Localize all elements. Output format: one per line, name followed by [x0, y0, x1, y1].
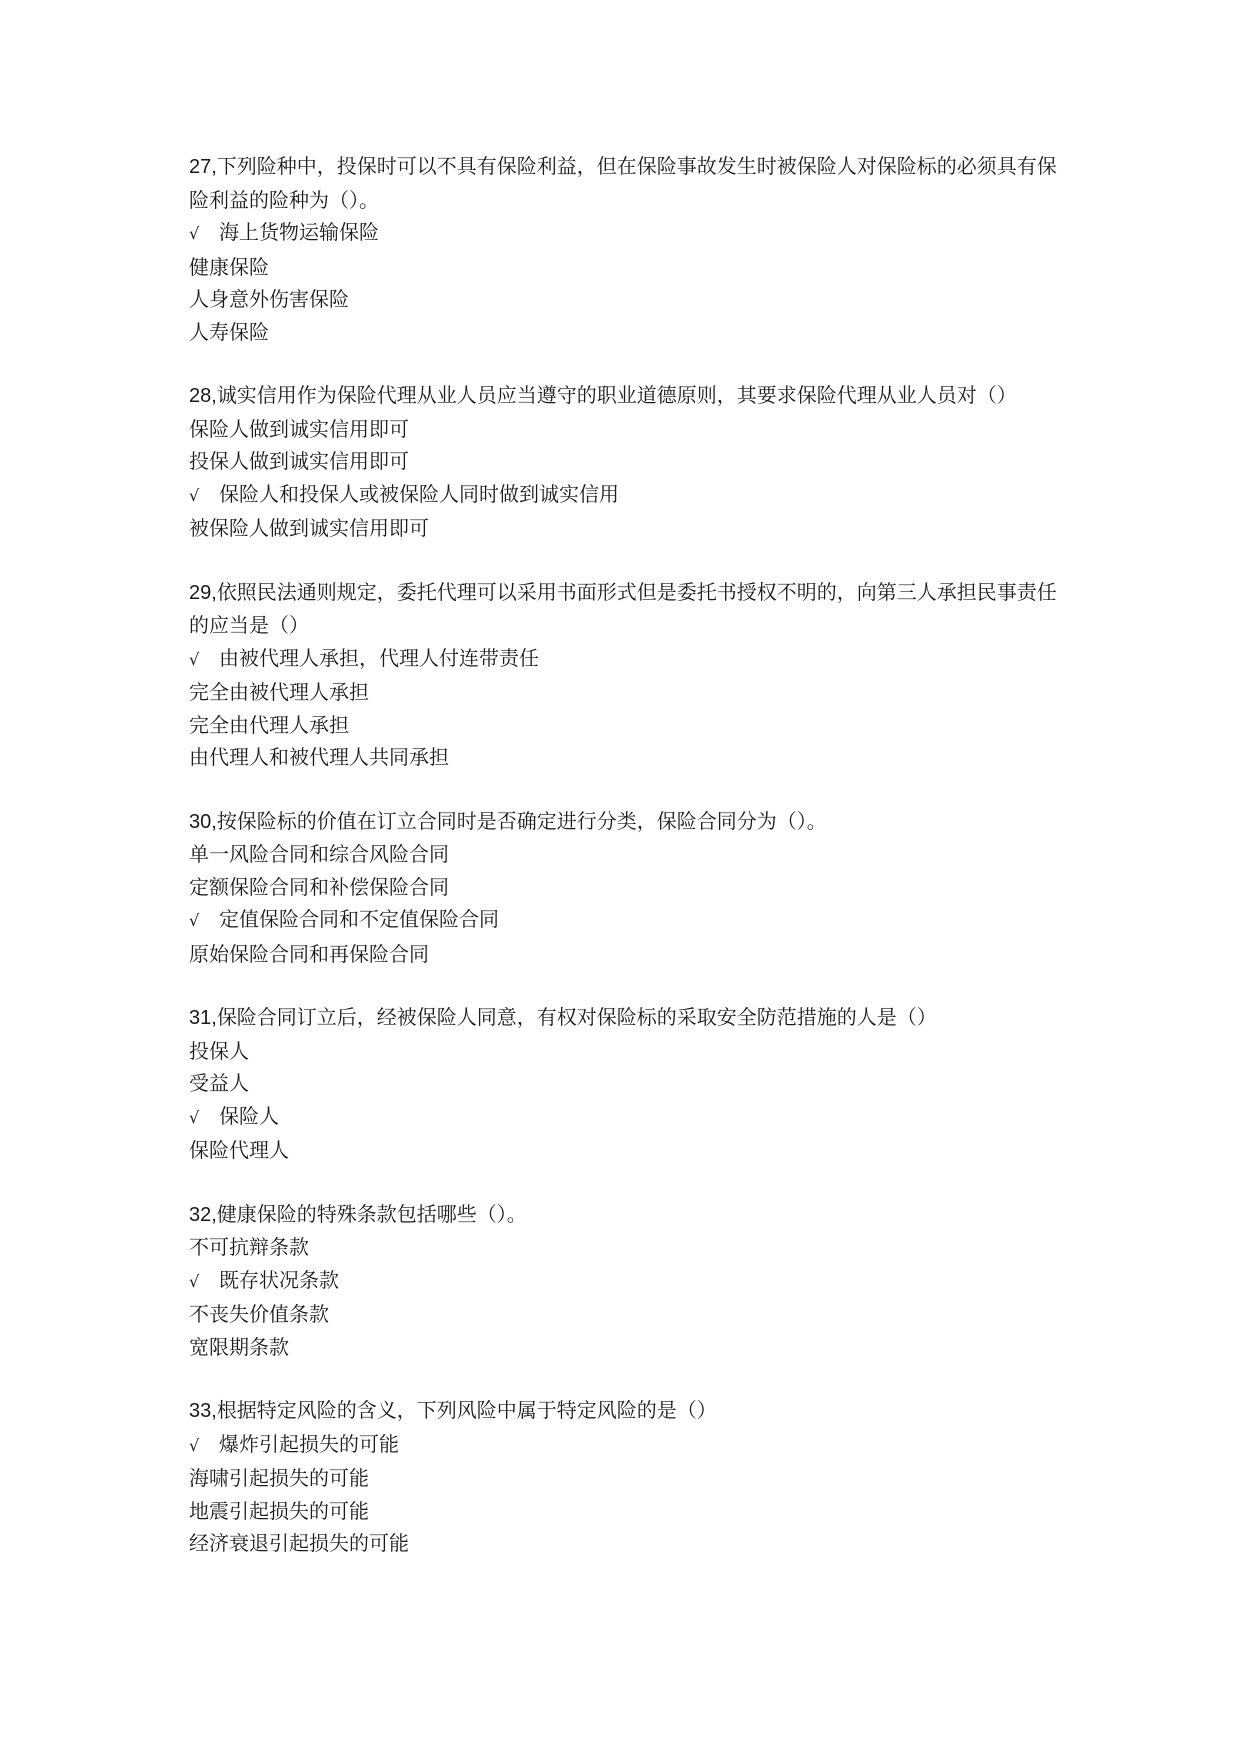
option-text: 健康保险: [189, 254, 269, 279]
option: [189, 445, 1069, 478]
option: [189, 938, 1069, 971]
option-text: 被保险人做到诚实信用即可: [189, 516, 429, 540]
option-text: 单一风险合同和综合风险合同: [189, 842, 449, 866]
option-text: 由代理人和被代理人共同承担: [189, 745, 449, 769]
question-number: 32,: [189, 1203, 217, 1226]
question-text: 保险合同订立后，经被保险人同意，有权对保险标的采取安全防范措施的人是（）: [216, 1005, 937, 1029]
question-31: [189, 1001, 1069, 1167]
question-text: 健康保险的特殊条款包括哪些（）。: [216, 1201, 527, 1226]
option: [189, 316, 1069, 349]
question-text: 按保险标的价值在订立合同时是否确定进行分类，保险合同分为（）。: [216, 808, 827, 833]
option-text: 保险代理人: [189, 1138, 289, 1162]
option: [189, 1134, 1069, 1167]
option-text: 保险人做到诚实信用即可: [189, 416, 409, 441]
option-text: 投保人做到诚实信用即可: [189, 449, 409, 473]
option-text: 原始保险合同和再保险合同: [189, 941, 429, 966]
question-33: [189, 1394, 1069, 1560]
option-correct: [189, 1264, 1069, 1299]
question-text: 诚实信用作为保险代理从业人员应当遵守的职业道德原则，其要求保险代理从业人员对（）: [216, 383, 1017, 407]
option-correct: [189, 903, 1069, 938]
option: [189, 413, 1069, 446]
option-text: 海啸引起损失的可能: [189, 1466, 369, 1490]
question-29: [189, 576, 1069, 774]
question-32: [189, 1198, 1069, 1364]
option: [189, 1298, 1069, 1331]
option-text: 爆炸引起损失的可能: [219, 1431, 399, 1456]
option-text: 受益人: [189, 1071, 249, 1095]
option: [189, 871, 1069, 904]
question-number: 28,: [189, 385, 217, 407]
option: [189, 283, 1069, 316]
option: [189, 1462, 1069, 1495]
checkmark-icon: √: [189, 485, 200, 505]
option-text: 定额保险合同和补偿保险合同: [189, 874, 449, 899]
option: [189, 1035, 1069, 1068]
checkmark-icon: √: [189, 1435, 200, 1455]
question-30: [189, 805, 1069, 971]
option: [189, 1527, 1069, 1560]
question-number: 27,: [189, 156, 217, 178]
option-text: 地震引起损失的可能: [189, 1498, 369, 1523]
option: [189, 676, 1069, 709]
option-correct: [189, 1100, 1069, 1135]
option: [189, 1331, 1069, 1364]
question-number: 33,: [189, 1400, 217, 1422]
option-text: 由被代理人承担，代理人付连带责任: [219, 645, 539, 670]
option-text: 投保人: [189, 1038, 249, 1063]
option: [189, 709, 1069, 742]
option: [189, 838, 1069, 871]
question-stem: [189, 1001, 1069, 1035]
document-page: [189, 150, 1069, 1591]
option: [189, 1495, 1069, 1528]
option-text: 定值保险合同和不定值保险合同: [219, 907, 499, 931]
question-stem: [189, 1198, 1069, 1232]
question-number: 29,: [189, 581, 217, 604]
option: [189, 512, 1069, 545]
option: [189, 1067, 1069, 1100]
question-text: 下列险种中，投保时可以不具有保险利益，但在保险事故发生时被保险人对保险标的必须具有保险利益的险种为（）。: [189, 154, 1057, 212]
option-text: 既存状况条款: [219, 1267, 339, 1292]
question-28: [189, 379, 1069, 545]
checkmark-icon: √: [189, 1271, 200, 1291]
question-number: 30,: [189, 810, 217, 833]
checkmark-icon: √: [189, 1107, 200, 1127]
question-text: 根据特定风险的含义，下列风险中属于特定风险的是（）: [216, 1398, 717, 1422]
option-correct: [189, 1428, 1069, 1463]
option-text: 不可抗辩条款: [189, 1235, 309, 1259]
option-correct: [189, 478, 1069, 513]
question-stem: [189, 1394, 1069, 1428]
option: [189, 1231, 1069, 1264]
option-correct: [189, 642, 1069, 677]
option-text: 海上货物运输保险: [219, 220, 379, 244]
question-stem: [189, 379, 1069, 413]
checkmark-icon: √: [189, 224, 200, 243]
option-text: 经济衰退引起损失的可能: [189, 1531, 409, 1555]
question-stem: [189, 805, 1069, 839]
option: [189, 251, 1069, 284]
question-stem: [189, 150, 1069, 216]
question-27: [189, 150, 1069, 348]
option: [189, 741, 1069, 774]
option-text: 保险人: [219, 1103, 279, 1128]
question-stem: [189, 576, 1069, 642]
option-text: 宽限期条款: [189, 1334, 289, 1359]
option-text: 人寿保险: [189, 319, 269, 344]
checkmark-icon: √: [189, 911, 200, 930]
option-text: 人身意外伤害保险: [189, 287, 349, 311]
question-number: 31,: [189, 1007, 217, 1029]
question-text: 依照民法通则规定，委托代理可以采用书面形式但是委托书授权不明的，向第三人承担民事责任的应当是（）: [189, 579, 1057, 637]
option-text: 保险人和投保人或被保险人同时做到诚实信用: [219, 481, 619, 506]
option-text: 不丧失价值条款: [189, 1302, 329, 1326]
checkmark-icon: √: [189, 649, 200, 669]
option-correct: [189, 216, 1069, 251]
option-text: 完全由代理人承担: [189, 712, 349, 737]
option-text: 完全由被代理人承担: [189, 680, 369, 704]
